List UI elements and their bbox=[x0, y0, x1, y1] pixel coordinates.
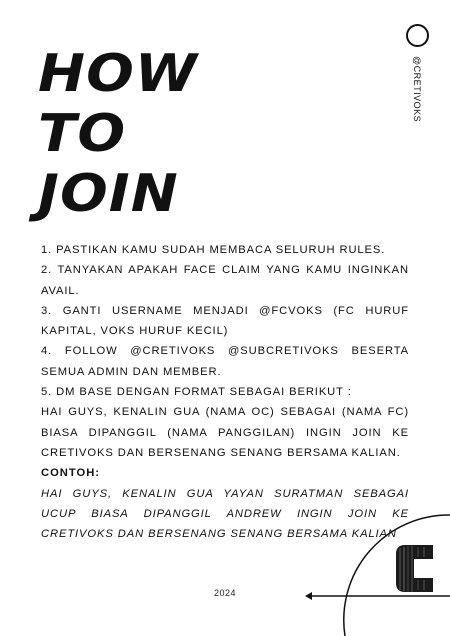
rule-item-4: 4. FOLLOW @CRETIVOKS @SUBCRETIVOKS BESERTA SEMUA ADMIN DAN MEMBER. bbox=[41, 345, 409, 378]
year-label: 2024 bbox=[213, 588, 237, 598]
example-label: CONTOH: bbox=[41, 467, 100, 480]
example-text: HAI GUYS, KENALIN GUA YAYAN SURATMAN SEBAGAI UCUP BIASA DIPANGGIL ANDREW INGIN JOIN KE CRETIVOKS DAN BERSENANG SENANG BERSAMA KALIAN bbox=[41, 487, 409, 541]
title-line-join: JOIN bbox=[38, 164, 179, 224]
title-line-how: HOW bbox=[38, 44, 198, 104]
rule-item-3: 3. GANTI USERNAME MENJADI @FCVOKS (FC HURUF KAPITAL, VOKS HURUF KECIL) bbox=[41, 304, 409, 338]
cretivoks-logo-icon bbox=[396, 545, 433, 592]
rule-item-5: 5. DM BASE DENGAN FORMAT SEBAGAI BERIKUT : bbox=[41, 386, 352, 399]
rule-item-1: 1. PASTIKAN KAMU SUDAH MEMBACA SELURUH RULES. bbox=[41, 244, 386, 256]
rule-item-2: 2. TANYAKAN APAKAH FACE CLAIM YANG KAMU INGINKAN AVAIL. bbox=[41, 264, 409, 297]
instagram-handle: @CRETIVOKS bbox=[412, 56, 422, 123]
format-template: HAI GUYS, KENALIN GUA (NAMA OC) SEBAGAI (NAMA FC) BIASA DIPANGGIL (NAMA PANGGILAN) INGIN JOIN KE CRETIVOKS DAN BERSENANG SENANG BERSAMA KALIAN. bbox=[41, 406, 409, 459]
title-line-to: TO bbox=[38, 104, 127, 164]
